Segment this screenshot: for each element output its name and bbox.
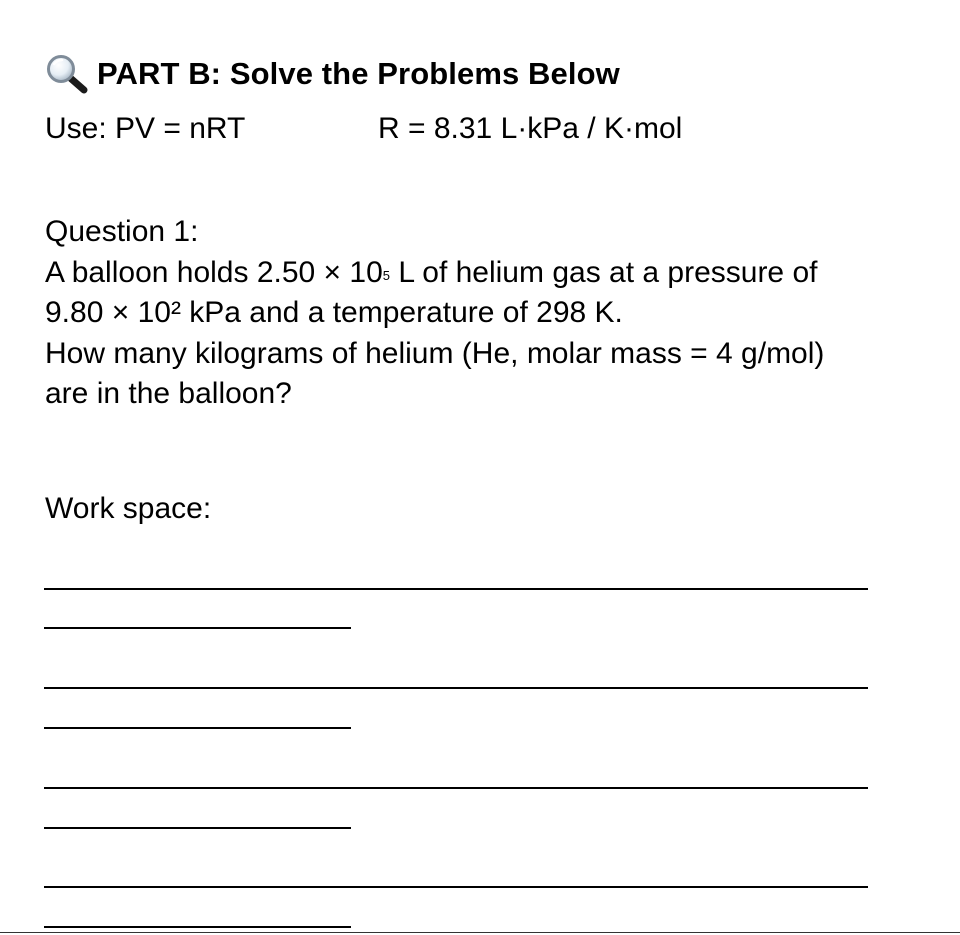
answer-line[interactable] (44, 827, 351, 829)
section-heading (45, 52, 620, 96)
answer-line[interactable] (44, 727, 351, 729)
answer-line[interactable] (44, 926, 351, 928)
gas-constant: R = 8.31 L·kPa / K·mol (378, 112, 683, 145)
question-block (45, 212, 875, 415)
work-space-label: Work space: (45, 492, 212, 525)
answer-line[interactable] (44, 787, 868, 789)
magnifying-glass-icon (45, 54, 89, 94)
answer-line[interactable] (44, 687, 868, 689)
formula-row (45, 112, 683, 146)
question-text-end: L of helium gas at a pressure of 9.80 × 10² kPa and a temperature of 298 K. (45, 255, 818, 329)
section-title: PART B: Solve the Problems Below (97, 56, 620, 91)
question-label: Question 1: (45, 215, 199, 248)
page-bottom-border (0, 932, 960, 933)
exponent: 5 (382, 267, 391, 283)
question-prompt: How many kilograms of helium (He, molar mass = 4 g/mol) are in the balloon? (45, 336, 825, 410)
answer-line[interactable] (44, 627, 351, 629)
answer-line[interactable] (44, 588, 868, 590)
question-text-start: A balloon holds 2.50 × 10 (45, 255, 383, 289)
ideal-gas-law: Use: PV = nRT (45, 112, 246, 145)
question-text (45, 253, 875, 334)
answer-line[interactable] (44, 886, 868, 888)
